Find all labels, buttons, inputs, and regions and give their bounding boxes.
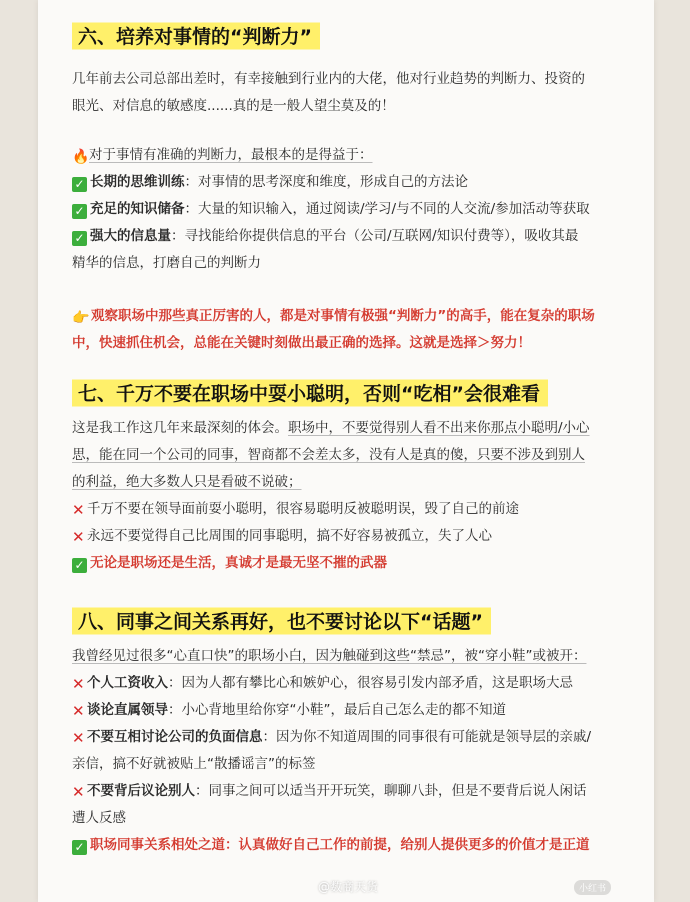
check-icon: ✓ [72, 177, 87, 192]
s7-para-line2: 思，能在同一个公司的同事，智商都不会差太多，没有人是真的傻，只要不涉及到别人 [72, 447, 585, 463]
cross-icon: ✕ [72, 702, 85, 720]
s6-note-line2: 中，快速抓住机会，总能在关键时刻做出最正确的选择。这就是选择＞努力！ [72, 335, 531, 351]
document-page [38, 0, 654, 902]
s6-item-1: ✓ 长期的思维训练：对事情的思考深度和维度，形成自己的方法论 [72, 169, 620, 196]
s7-cross-1: ✕ 千万不要在领导面前耍小聪明，很容易聪明反被聪明误，毁了自己的前途 [72, 501, 519, 519]
s6-item-3: ✓ 强大的信息量：寻找能给你提供信息的平台（公司/互联网/知识付费等），吸收其最 [72, 223, 620, 250]
section-7 [72, 377, 620, 577]
cross-icon: ✕ [72, 675, 85, 693]
fire-icon: 🔥 [72, 149, 90, 165]
section-7-title: 七、千万不要在职场中耍小聪明，否则“吃相”会很难看 [72, 377, 548, 409]
section-8-title: 八、同事之间关系再好，也不要讨论以下“话题” [72, 605, 491, 637]
cross-icon: ✕ [72, 528, 85, 546]
s8-item-2: ✕ 谈论直属领导：小心背地里给你穿“小鞋”，最后自己怎么走的都不知道 [72, 702, 506, 720]
cross-icon: ✕ [72, 501, 85, 519]
s6-intro-line1: 几年前去公司总部出差时，有幸接触到行业内的大佬，他对行业趋势的判断力、投资的 [72, 71, 585, 87]
s8-item-4: ✕ 不要背后议论别人：同事之间可以适当开开玩笑，聊聊八卦，但是不要背后说人闲话 [72, 783, 587, 801]
s8-intro: 我曾经见过很多“心直口快”的职场小白，因为触碰到这些“禁忌”，被“穿小鞋”或被开： [72, 648, 587, 664]
s7-para-line3: 的利益，绝大多数人只是看破不说破； [72, 474, 302, 490]
pointing-hand-icon: 👉 [72, 310, 90, 326]
check-icon: ✓ [72, 204, 87, 219]
s6-intro-line2: 眼光、对信息的敏感度......真的是一般人望尘莫及的！ [72, 98, 395, 114]
s6-item-2: ✓ 充足的知识储备：大量的知识输入，通过阅读/学习/与不同的人交流/参加活动等获取 [72, 196, 620, 223]
watermark-badge: 小红书 [574, 880, 611, 895]
s8-item-3-cont: 亲信，搞不好就被贴上“散播谣言”的标签 [72, 756, 316, 772]
watermark: @数商天货 [318, 880, 379, 894]
section-6-title: 六、培养对事情的“判断力” [72, 20, 320, 52]
s6-note-line1: 👉 观察职场中那些真正厉害的人，都是对事情有极强“判断力”的高手，能在复杂的职场 [72, 308, 595, 326]
s8-item-1: ✕ 个人工资收入：因为人都有攀比心和嫉妒心，很容易引发内部矛盾，这是职场大忌 [72, 675, 573, 693]
section-6 [72, 20, 620, 357]
check-icon: ✓ [72, 840, 87, 855]
s6-item-3-cont: 精华的信息，打磨自己的判断力 [72, 255, 261, 271]
check-icon: ✓ [72, 231, 87, 246]
cross-icon: ✕ [72, 729, 85, 747]
s8-item-3: ✕ 不要互相讨论公司的负面信息：因为你不知道周围的同事很有可能就是领导层的亲戚/ [72, 729, 592, 747]
s8-item-4-cont: 遭人反感 [72, 810, 126, 826]
s7-check: ✓ 无论是职场还是生活，真诚才是最无坚不摧的武器 [72, 550, 620, 577]
check-icon: ✓ [72, 558, 87, 573]
s7-cross-2: ✕ 永远不要觉得自己比周围的同事聪明，搞不好容易被孤立，失了人心 [72, 528, 492, 546]
s6-lead: 🔥对于事情有准确的判断力，最根本的是得益于： [72, 147, 373, 165]
section-8 [72, 605, 620, 859]
s8-last: ✓ 职场同事关系相处之道：认真做好自己工作的前提，给别人提供更多的价值才是正道 [72, 832, 620, 859]
cross-icon: ✕ [72, 783, 85, 801]
s7-para-line1: 这是我工作这几年来最深刻的体会。职场中，不要觉得别人看不出来你那点小聪明/小心 [72, 420, 590, 436]
